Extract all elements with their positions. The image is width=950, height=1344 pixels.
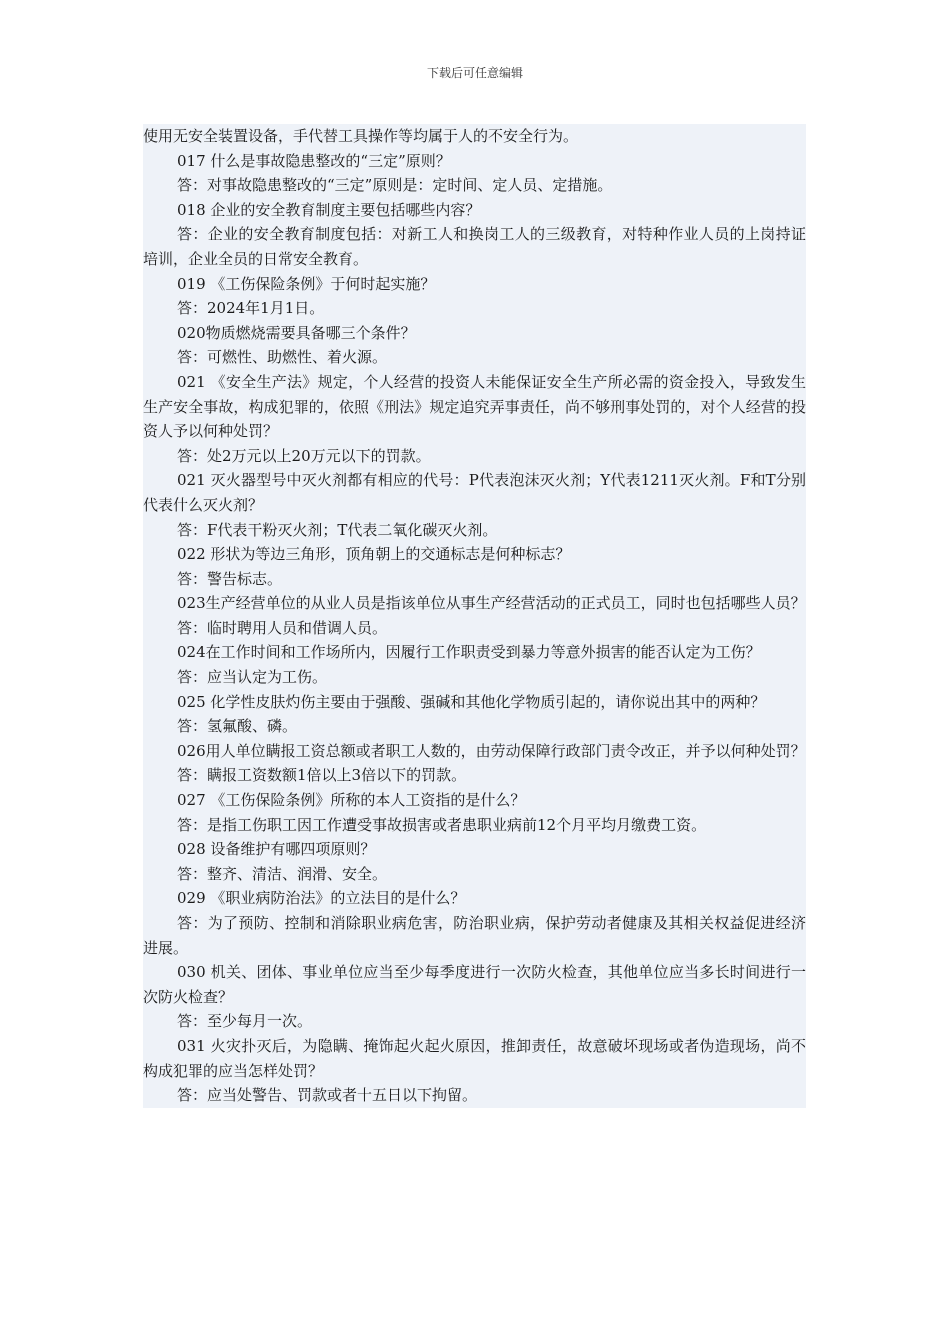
answer-paragraph: 答：处2万元以上20万元以下的罚款。 [177, 446, 431, 465]
question-paragraph: 使用无安全装置设备，手代替工具操作等均属于人的不安全行为。 [143, 127, 579, 145]
question-paragraph: 025 化学性皮肤灼伤主要由于强酸、强碱和其他化学物质引起的，请你说出其中的两种？ [177, 692, 766, 711]
answer-paragraph: 答：可燃性、助燃性、着火源。 [177, 348, 388, 367]
question-paragraph: 031 火灾扑灭后，为隐瞒、掩饰起火起火原因，推卸责任，故意破坏现场或者伪造现场，尚不构成犯罪的应当怎样处罚？ [143, 1036, 806, 1080]
question-paragraph: 020物质燃烧需要具备哪三个条件？ [177, 323, 416, 342]
answer-paragraph: 答：临时聘用人员和借调人员。 [177, 618, 388, 637]
question-paragraph: 030 机关、团体、事业单位应当至少每季度进行一次防火检查，其他单位应当多长时间进行一次防火检查？ [143, 963, 806, 1006]
question-paragraph: 017 什么是事故隐患整改的“三定”原则？ [177, 151, 451, 170]
question-paragraph: 024在工作时间和工作场所内，因履行工作职责受到暴力等意外损害的能否认定为工伤？ [177, 643, 761, 662]
answer-paragraph: 答：企业的安全教育制度包括：对新工人和换岗工人的三级教育，对特种作业人员的上岗持证培训，企业全员的日常安全教育。 [143, 225, 806, 268]
answer-paragraph: 答：氢氟酸、磷。 [177, 717, 298, 736]
answer-paragraph: 答：警告标志。 [177, 569, 283, 588]
answer-paragraph: 答：瞒报工资数额1倍以上3倍以下的罚款。 [177, 766, 467, 785]
answer-paragraph: 答：至少每月一次。 [177, 1012, 313, 1031]
answer-paragraph: 答：F代表干粉灭火剂；T代表二氧化碳灭火剂。 [177, 520, 498, 539]
answer-paragraph: 答：为了预防、控制和消除职业病危害，防治职业病，保护劳动者健康及其相关权益促进经济进展。 [143, 914, 806, 957]
question-paragraph: 026用人单位瞒报工资总额或者职工人数的，由劳动保障行政部门责令改正，并予以何种处罚？ [177, 741, 806, 760]
question-paragraph: 027 《工伤保险条例》所称的本人工资指的是什么？ [177, 791, 526, 810]
question-paragraph: 021 灭火器型号中灭火剂都有相应的代号：P代表泡沫灭火剂；Y代表1211灭火剂。F和T分别代表什么灭火剂？ [143, 471, 806, 514]
question-paragraph: 028 设备维护有哪四项原则？ [177, 840, 376, 859]
document-body [143, 124, 806, 1108]
question-paragraph: 018 企业的安全教育制度主要包括哪些内容？ [177, 200, 481, 219]
question-paragraph: 022 形状为等边三角形，顶角朝上的交通标志是何种标志？ [177, 545, 571, 564]
question-paragraph: 023生产经营单位的从业人员是指该单位从事生产经营活动的正式员工，同时也包括哪些人员？ [177, 594, 806, 613]
question-paragraph: 029 《职业病防治法》的立法目的是什么？ [177, 889, 466, 908]
question-paragraph: 019 《工伤保险条例》于何时起实施？ [177, 274, 436, 293]
answer-paragraph: 答：应当处警告、罚款或者十五日以下拘留。 [177, 1086, 478, 1105]
answer-paragraph: 答：2024年1月1日。 [177, 299, 325, 318]
answer-paragraph: 答：对事故隐患整改的“三定”原则是：定时间、定人员、定措施。 [177, 176, 613, 195]
answer-paragraph: 答：是指工伤职工因工作遭受事故损害或者患职业病前12个月平均月缴费工资。 [177, 815, 707, 834]
answer-paragraph: 答：整齐、清洁、润滑、安全。 [177, 864, 388, 883]
question-paragraph: 021 《安全生产法》规定，个人经营的投资人未能保证安全生产所必需的资金投入，导致发生生产安全事故，构成犯罪的，依照《刑法》规定追究弄事责任，尚不够刑事处罚的，对个人经营的投资人予以何种处罚？ [143, 372, 806, 441]
answer-paragraph: 答：应当认定为工伤。 [177, 668, 328, 687]
page-header: 下载后可任意编辑 [426, 66, 523, 80]
